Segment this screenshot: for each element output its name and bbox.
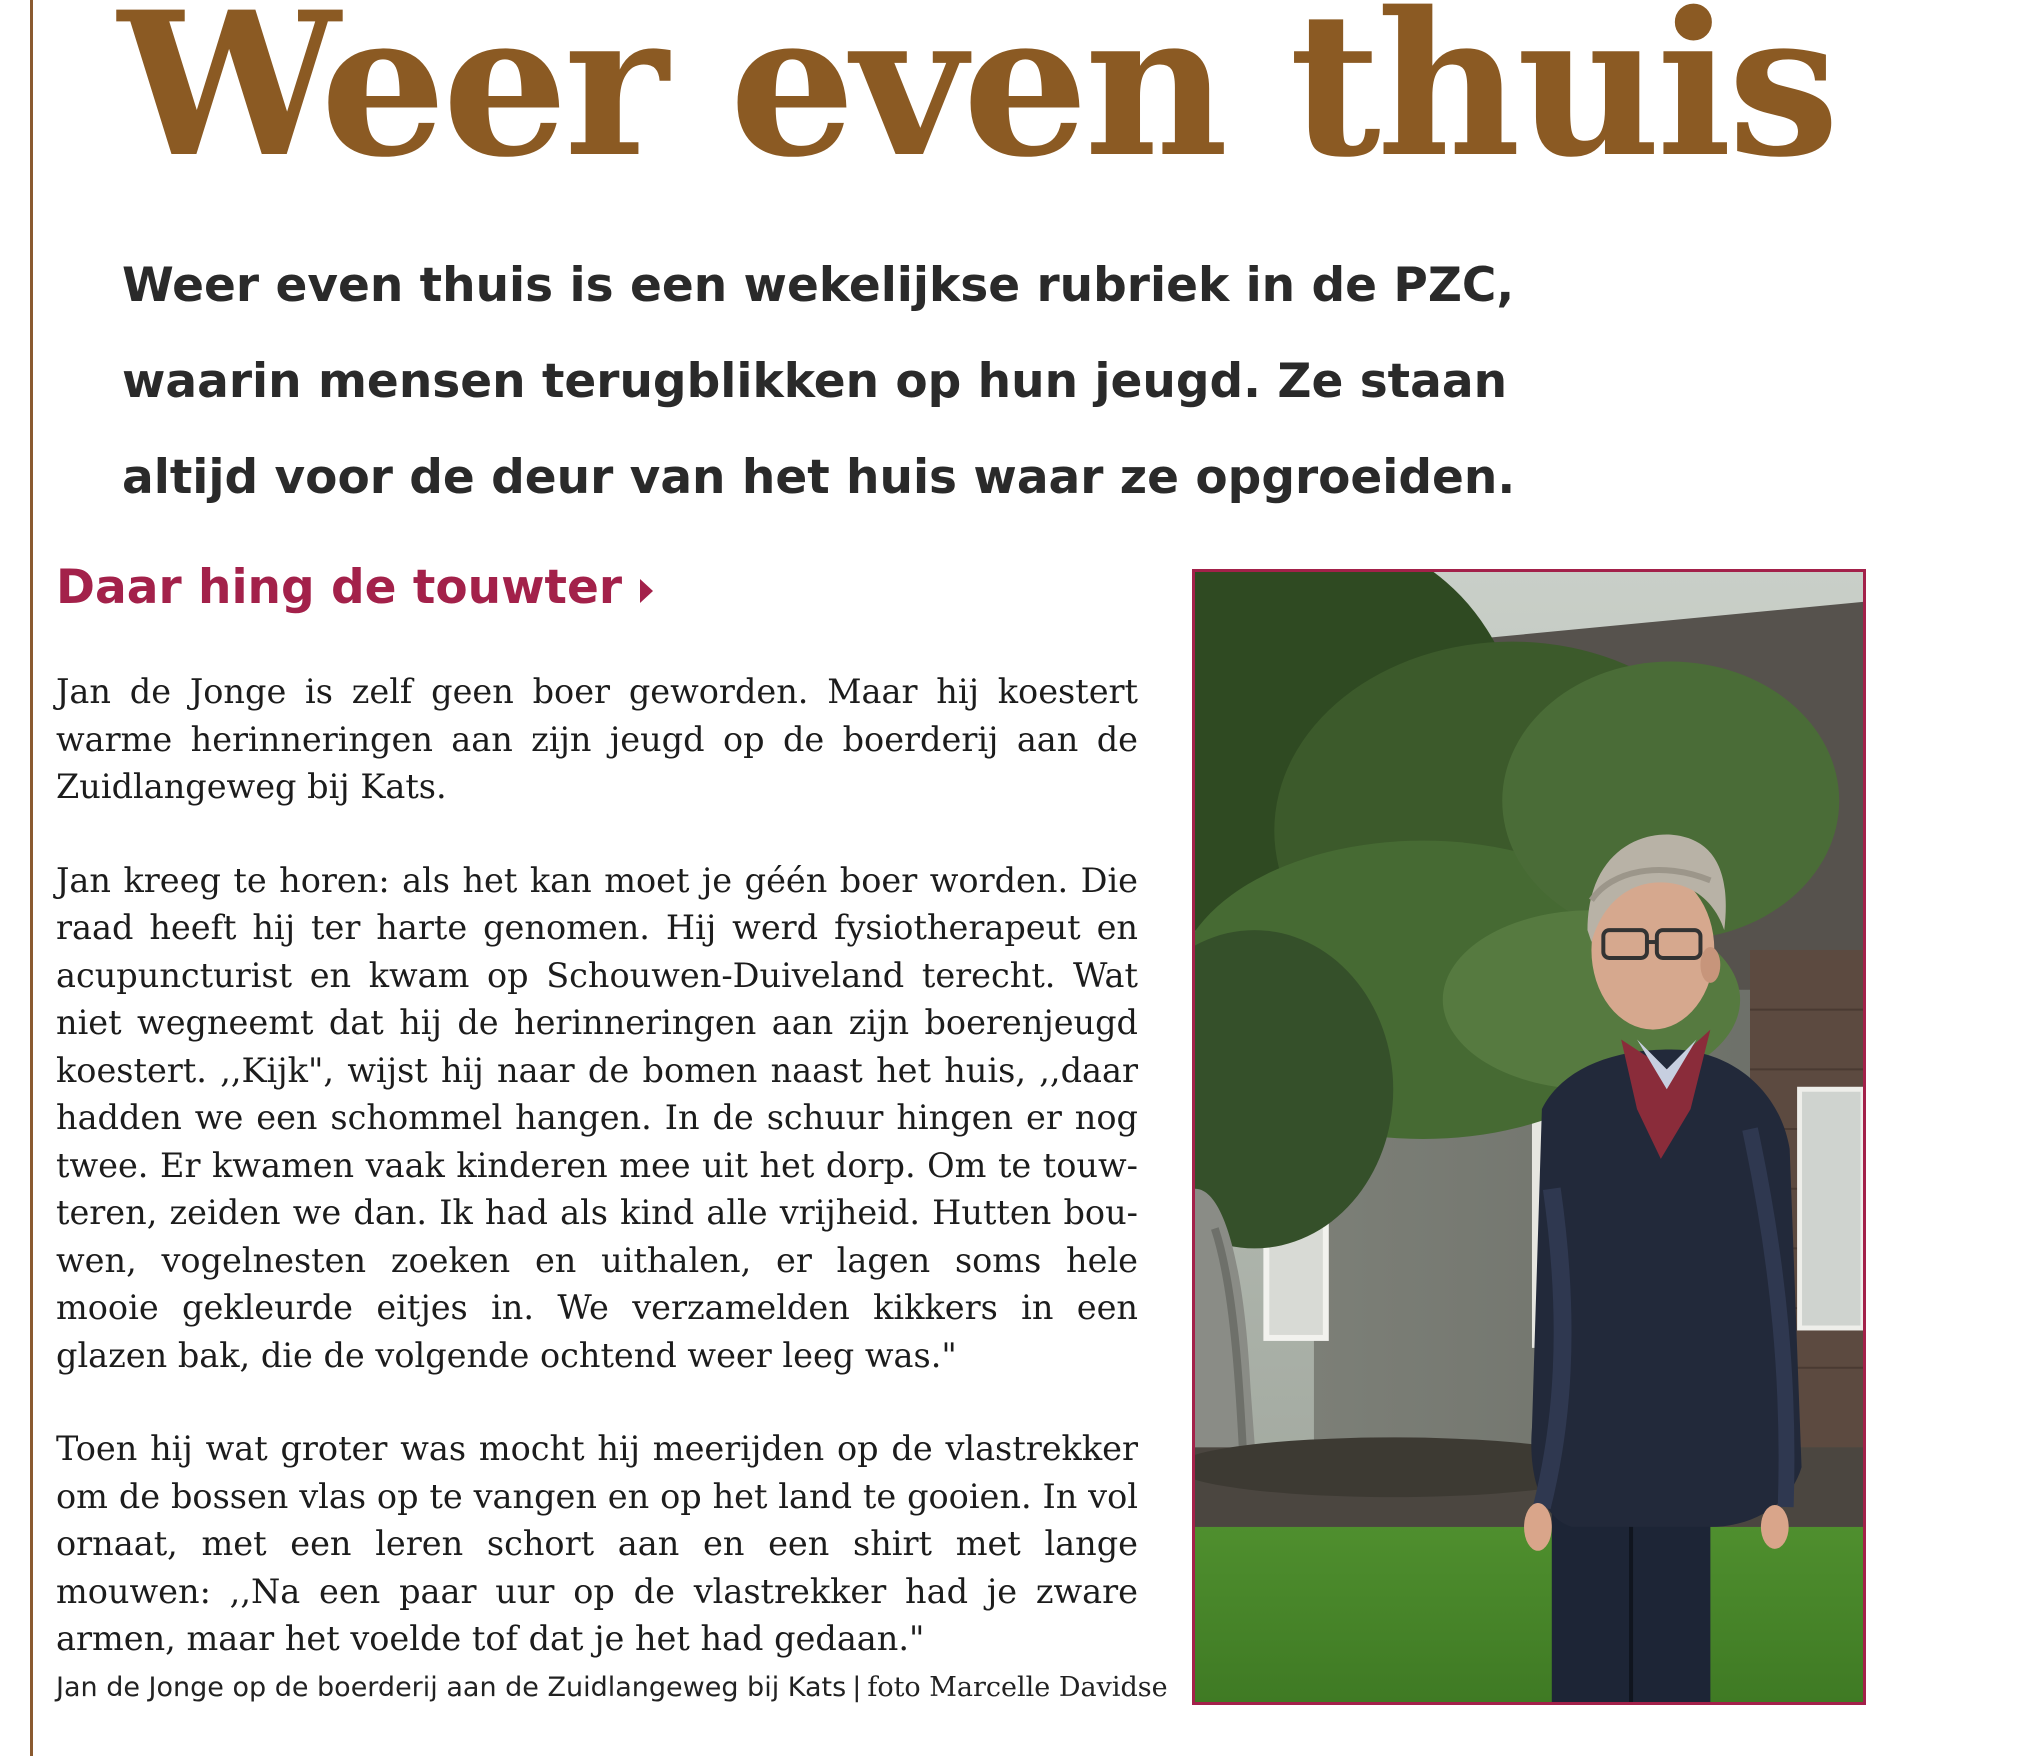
- article-paragraph: Jan de Jonge is zelf geen boer geworden. Maar hij koestert warme herinneringen aan zijn jeugd op de boerderij aan de Zuidlangeweg bij Kats.: [56, 672, 1138, 806]
- photo-illustration: [1195, 572, 1863, 1702]
- article-heading: [56, 560, 653, 616]
- masthead-title: Weer even thuis: [118, 0, 1836, 201]
- photo-credit: foto Marcelle Davidse: [867, 1672, 1168, 1703]
- photo-caption: [56, 1672, 1168, 1704]
- caption-separator: |: [852, 1672, 862, 1703]
- caption-text: Jan de Jonge op de boerderij aan de Zuidlangeweg bij Kats: [56, 1672, 847, 1703]
- article-heading-text: Daar hing de touwter: [56, 560, 623, 615]
- triangle-right-icon: [640, 579, 653, 603]
- article-photo: [1192, 569, 1866, 1705]
- left-margin-rule: [30, 0, 33, 1756]
- article-paragraph: Toen hij wat groter was mocht hij meerijden op de vlastrekker om de bossen vlas op te vangen en op het land te gooien. In vol ornaat, met een leren schort aan en een shirt met lange mouwen: ,,Na een paar uur op de vlastrekker had je zware armen, maar het voelde tof dat je het had gedaan.": [56, 1429, 1138, 1658]
- article-body: [56, 668, 1138, 1709]
- article-paragraph: Jan kreeg te horen: als het kan moet je géén boer worden. Die raad heeft hij ter harte genomen. Hij werd fysiotherapeut en acupuncturist en kwam op Schouwen-Duiveland terecht. Wat niet wegneemt dat hij de herinneringen aan zijn boerenjeugd koestert. ,,Kijk", wijst hij naar de bomen naast het huis, ,,daar hadden we een schommel hangen. In de schuur hingen er nog twee. Er kwamen vaak kinderen mee uit het dorp. Om te touwteren, zeiden we dan. Ik had als kind alle vrijheid. Hutten bouwen, vogelnesten zoeken en uithalen, er lagen soms hele mooie gekleurde eitjes in. We verzamelden kikkers in een glazen bak, die de volgende ochtend weer leeg was.": [56, 860, 1138, 1375]
- intro-paragraph: Weer even thuis is een wekelijkse rubriek in de PZC, waarin mensen terugblikken op hun jeugd. Ze staan altijd voor de deur van het huis waar ze opgroeiden.: [122, 258, 1516, 505]
